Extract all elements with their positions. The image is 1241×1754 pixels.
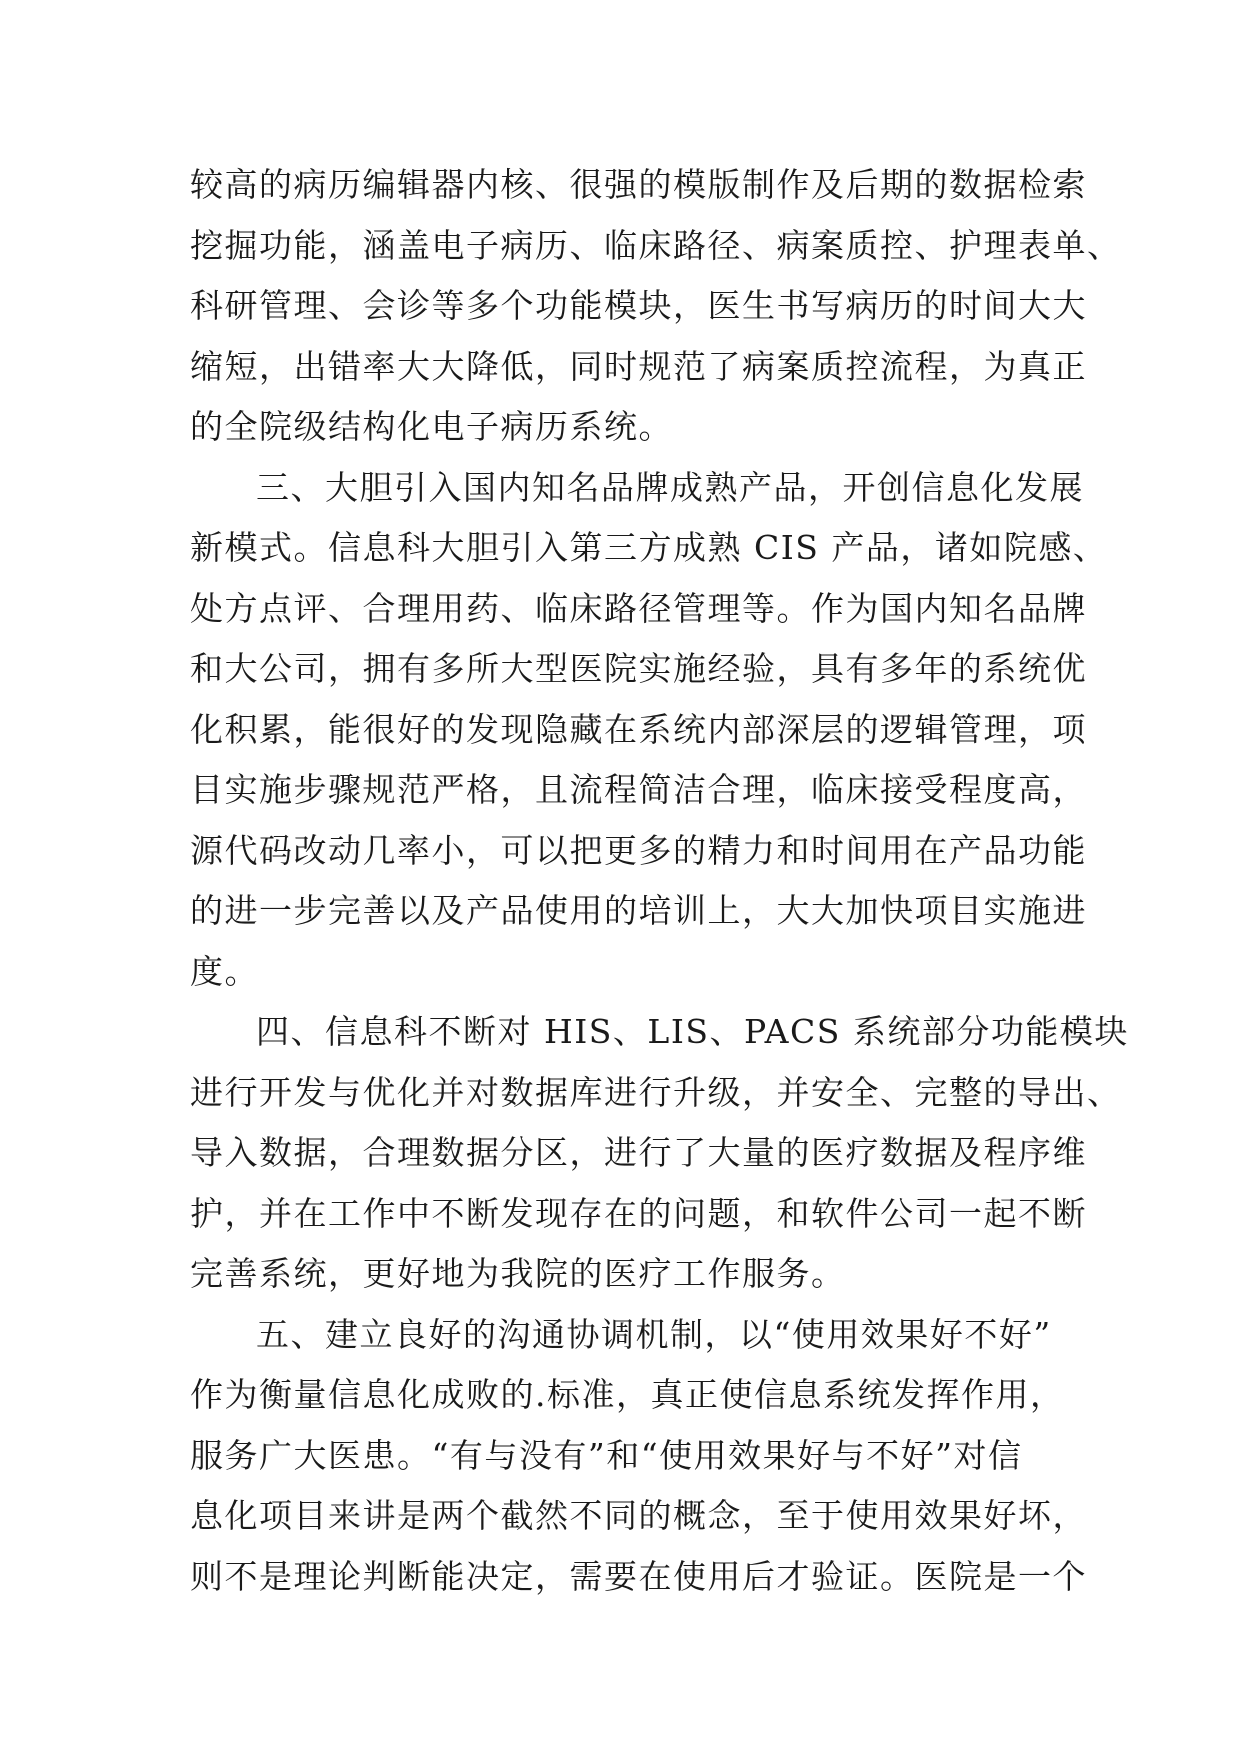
text-line: 化积累，能很好的发现隐藏在系统内部深层的逻辑管理，项: [190, 709, 1087, 749]
paragraph-first-line: 四、信息科不断对 HIS、LIS、PACS 系统部分功能模块: [256, 1012, 1129, 1051]
text-line: 则不是理论判断能决定，需要在使用后才验证。医院是一个: [190, 1556, 1087, 1596]
paragraph-first-line: 三、大胆引入国内知名品牌成熟产品，开创信息化发展: [256, 467, 1084, 507]
text-line: 的全院级结构化电子病历系统。: [190, 407, 673, 446]
text-line: 护，并在工作中不断发现存在的问题，和软件公司一起不断: [190, 1193, 1087, 1233]
text-line: 完善系统，更好地为我院的医疗工作服务。: [190, 1254, 846, 1293]
body-text: [190, 155, 1129, 1607]
text-line: 科研管理、会诊等多个功能模块，医生书写病历的时间大大: [190, 286, 1087, 325]
text-line: 较高的病历编辑器内核、很强的模版制作及后期的数据检索: [190, 165, 1087, 204]
text-line: 的进一步完善以及产品使用的培训上，大大加快项目实施进: [190, 891, 1087, 930]
paragraph-first-line: 五、建立良好的沟通协调机制，以“使用效果好不好”: [256, 1314, 1052, 1354]
text-line: 处方点评、合理用药、临床路径管理等。作为国内知名品牌: [190, 588, 1087, 628]
text-line: 度。: [190, 951, 259, 991]
text-line: 目实施步骤规范严格，且流程简洁合理，临床接受程度高，: [190, 770, 1087, 809]
text-line: 进行开发与优化并对数据库进行升级，并安全、完整的导出、: [190, 1072, 1122, 1112]
text-line: 作为衡量信息化成败的.标准，真正使信息系统发挥作用，: [190, 1375, 1065, 1414]
text-line: 和大公司，拥有多所大型医院实施经验，具有多年的系统优: [190, 649, 1087, 688]
text-line: 挖掘功能，涵盖电子病历、临床路径、病案质控、护理表单、: [190, 225, 1122, 265]
text-line: 导入数据，合理数据分区，进行了大量的医疗数据及程序维: [190, 1133, 1087, 1172]
text-line: 缩短，出错率大大降低，同时规范了病案质控流程，为真正: [190, 346, 1087, 386]
text-line: 新模式。信息科大胆引入第三方成熟 CIS 产品，诸如院感、: [190, 528, 1108, 567]
text-line: 息化项目来讲是两个截然不同的概念，至于使用效果好坏，: [190, 1496, 1087, 1535]
text-line: 服务广大医患。“有与没有”和“使用效果好与不好”对信: [190, 1435, 1023, 1475]
text-line: 源代码改动几率小，可以把更多的精力和时间用在产品功能: [190, 830, 1087, 870]
